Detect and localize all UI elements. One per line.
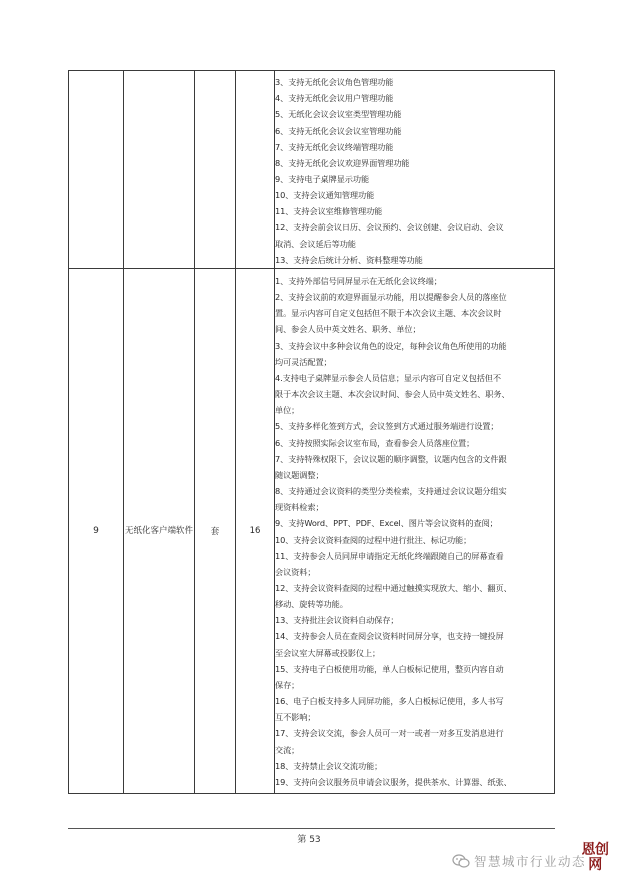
description-line: 互不影响； [275,712,316,723]
cell-item-name: 无纸化客户端软件 [124,269,195,794]
description-line: 15、支持电子白板使用功能，单人白板标记使用，整页内容自动 [275,663,504,674]
description-line: 11、支持会议室维修管理功能 [275,206,383,217]
description-line: 7、支持无纸化会议终端管理功能 [275,141,394,152]
cell-item-name [124,71,195,269]
description-line: 14、支持参会人员在查阅会议资料时同屏分享，也支持一键投屏 [275,631,504,642]
description-line: 8、支持通过会议资料的类型分类检索，支持通过会议议题分组实 [275,486,507,497]
description-line: 13、支持批注会议资料自动保存； [275,615,399,626]
description-list [275,272,554,790]
cell-unit: 套 [195,269,236,794]
description-line: 移动、旋转等功能。 [275,599,348,610]
description-line: 2、支持会议前的欢迎界面显示功能，用以提醒参会人员的落座位 [275,292,507,303]
description-line: 9、支持电子桌牌显示功能 [275,174,370,184]
description-line: 4.支持电子桌牌显示参会人员信息；显示内容可自定义包括但不 [275,372,501,383]
description-line: 12、支持会议资料查阅的过程中通过触摸实现放大、缩小、翻页、 [275,582,512,593]
description-line: 17、支持会议交流，参会人员可一对一或者一对多互发消息进行 [275,728,504,739]
description-line: 均可灵活配置； [275,356,332,367]
description-line: 12、支持会前会议日历、会议预约、会议创建、会议启动、会议 [275,222,504,233]
description-line: 19、支持向会议服务员申请会议服务，提供茶水、计算器、纸张、 [275,776,512,787]
description-line: 6、支持无纸化会议会议室管理功能 [275,125,402,136]
description-line: 5、无纸化会议会议室类型管理功能 [275,109,402,120]
description-line: 现资料检索； [275,502,324,513]
description-line: 1、支持外部信号同屏显示在无纸化会议终端； [275,276,442,286]
description-line: 5、支持多样化签到方式，会议签到方式通过服务端进行设置； [275,421,499,432]
site-logo-stamp: 恩创网 [581,842,609,873]
description-line: 置。显示内容可自定义包括但不限于本次会议主题、本次会议时 [275,308,502,319]
description-line: 取消、会议延后等功能 [275,238,356,249]
page-number: 第 53 [297,835,321,845]
description-line: 3、支持会议中多种会议角色的设定，每种会议角色所使用的功能 [275,340,507,351]
description-line: 限于本次会议主题、本次会议时间、参会人员中英文姓名、职务、 [275,389,510,400]
description-line: 3、支持无纸化会议角色管理功能 [275,77,394,88]
cell-unit [195,71,236,269]
description-line: 7、支持特殊权限下，会议议题的顺序调整，议题内包含的文件跟 [275,453,507,464]
cell-number: 9 [69,269,124,794]
cell-quantity [236,71,275,269]
spec-table [68,70,555,794]
description-line: 至会议室大屏幕或投影仪上； [275,647,381,658]
cell-description [275,269,555,794]
footer-divider [68,828,555,829]
description-line: 交流； [275,744,300,755]
watermark [452,852,586,870]
description-line: 保存； [275,679,300,690]
description-line: 10、支持会议资料查阅的过程中进行批注、标记功能； [275,534,472,545]
description-line: 4、支持无纸化会议用户管理功能 [275,93,394,104]
description-line: 随议题调整； [275,469,324,480]
description-line: 10、支持会议通知管理功能 [275,190,375,201]
description-line: 间、参会人员中英文姓名、职务、单位； [275,324,421,335]
description-line: 6、支持按照实际会议室布局，查看参会人员落座位置； [275,437,475,448]
description-line: 13、支持会后统计分析、资料整理等功能 [275,254,423,265]
description-line: 18、支持禁止会议交流功能； [275,760,383,771]
description-line: 11、支持参会人员同屏申请指定无纸化终端跟随自己的屏幕查看 [275,550,504,561]
table-row [69,269,555,794]
watermark-text: 智慧城市行业动态 [474,854,587,869]
cell-number [69,71,124,269]
cell-description [275,71,555,269]
description-line: 单位； [275,405,300,416]
description-line: 8、支持无纸化会议欢迎界面管理功能 [275,157,410,168]
description-list [275,71,554,268]
wechat-icon [452,854,470,868]
cell-quantity: 16 [236,269,275,794]
description-line: 会议资料； [275,566,316,577]
description-line: 9、支持Word、PPT、PDF、Excel、图片等会议资料的查阅； [275,518,498,529]
table-row [69,71,555,269]
description-line: 16、电子白板支持多人同屏功能，多人白板标记使用，多人书写 [275,696,504,707]
